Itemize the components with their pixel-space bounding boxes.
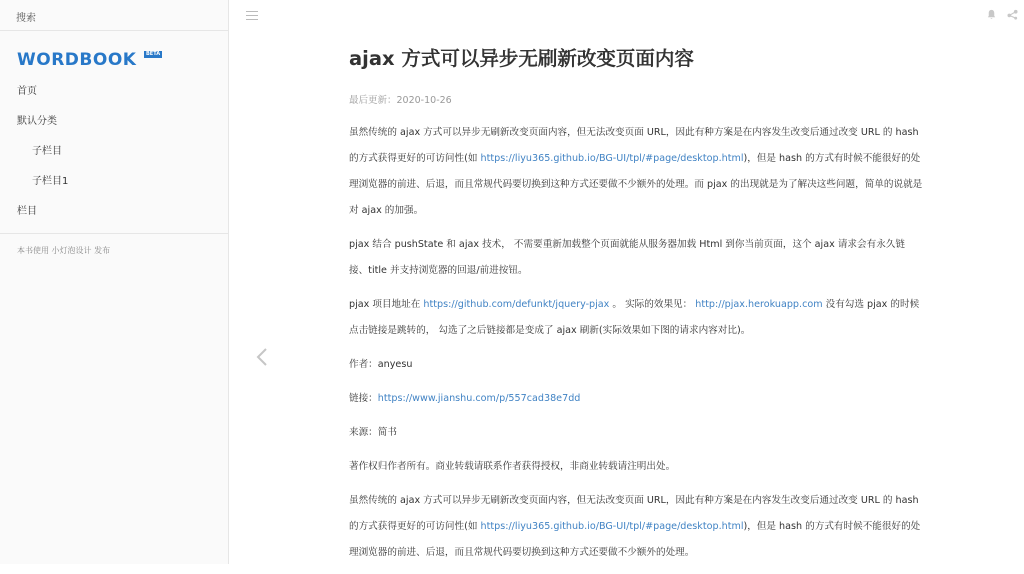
bg-ui-link[interactable]: https://liyu365.github.io/BG-UI/tpl/#page/desktop.html	[480, 153, 744, 164]
paragraph-2: pjax 结合 pushState 和 ajax 技术， 不需要重新加载整个页面就能从服务器加载 Html 到你当前页面，这个 ajax 请求会有永久链接、title 并支持浏览器的回退/前进按钮。	[349, 239, 905, 276]
paragraph-1: 虽然传统的 ajax 方式可以异步无刷新改变页面内容，但无法改变页面 URL，因此有种方案是在内容发生改变后通过改变 URL 的 hash 的方式获得更好的可访问性(如 https://liyu365.github.io/BG-UI/tpl/#page/desktop.html)，但是 hash 的方式有时候不能很好的处理浏览器的前进、后退，而且常规代码要切换到这种方式还要做不少额外的处理。而 pjax 的出现就是为了解决这些问题，简单的说就是对 ajax 的加强。	[349, 127, 923, 216]
source: 来源：简书	[349, 427, 397, 438]
source-link-line: 链接：https://www.jianshu.com/p/557cad38e7dd	[349, 393, 581, 404]
top-icons	[986, 9, 1018, 20]
herokuapp-link[interactable]: http://pjax.herokuapp.com	[695, 299, 823, 310]
chevron-left-icon[interactable]	[255, 347, 269, 367]
hamburger-icon[interactable]	[246, 11, 258, 20]
jianshu-link[interactable]: https://www.jianshu.com/p/557cad38e7dd	[377, 393, 581, 404]
page-title: ajax 方式可以异步无刷新改变页面内容	[349, 47, 694, 70]
github-pjax-link[interactable]: https://github.com/defunkt/jquery-pjax	[423, 299, 610, 310]
copyright: 著作权归作者所有。商业转载请联系作者获得授权，非商业转载请注明出处。	[349, 461, 676, 472]
sidebar	[0, 0, 229, 564]
sidebar-footer: 本书使用 小灯泡设计 发布	[17, 246, 111, 255]
paragraph-4: 虽然传统的 ajax 方式可以异步无刷新改变页面内容，但无法改变页面 URL，因此有种方案是在内容发生改变后通过改变 URL 的 hash 的方式获得更好的可访问性(如 https://liyu365.github.io/BG-UI/tpl/#page/desktop.html)，但是 hash 的方式有时候不能很好的处理浏览器的前进、后退，而且常规代码要切换到这种方式还要做不少额外的处理。	[349, 495, 921, 558]
sidebar-item-subcolumn[interactable]: 子栏目	[32, 146, 62, 157]
sidebar-item-home[interactable]: 首页	[17, 86, 37, 97]
bg-ui-link-2[interactable]: https://liyu365.github.io/BG-UI/tpl/#page/desktop.html	[480, 521, 744, 532]
paragraph-3: pjax 项目地址在 https://github.com/defunkt/jquery-pjax 。 实际的效果见： http://pjax.herokuapp.com 没有勾选 pjax 的时候点击链接是跳转的， 勾选了之后链接都是变成了 ajax 刷新(实际效果如下图的请求内容对比)。	[349, 299, 920, 336]
sidebar-divider	[0, 233, 228, 234]
search-input[interactable]	[0, 0, 228, 31]
sidebar-nav	[0, 82, 228, 232]
sidebar-item-subcolumn-1[interactable]: 子栏目1	[32, 176, 69, 187]
logo[interactable]	[17, 50, 167, 70]
last-updated: 最后更新：2020-10-26	[349, 95, 452, 106]
logo-badge: BETA	[146, 51, 161, 57]
article	[349, 42, 924, 574]
logo-text: WORDBOOK	[17, 50, 137, 70]
sidebar-item-column[interactable]: 栏目	[17, 206, 37, 217]
author: 作者：anyesu	[349, 359, 413, 370]
search-label: 搜索	[16, 13, 36, 24]
bell-icon[interactable]	[986, 9, 997, 20]
share-icon[interactable]	[1007, 9, 1018, 20]
sidebar-item-default-category[interactable]: 默认分类	[17, 116, 57, 127]
